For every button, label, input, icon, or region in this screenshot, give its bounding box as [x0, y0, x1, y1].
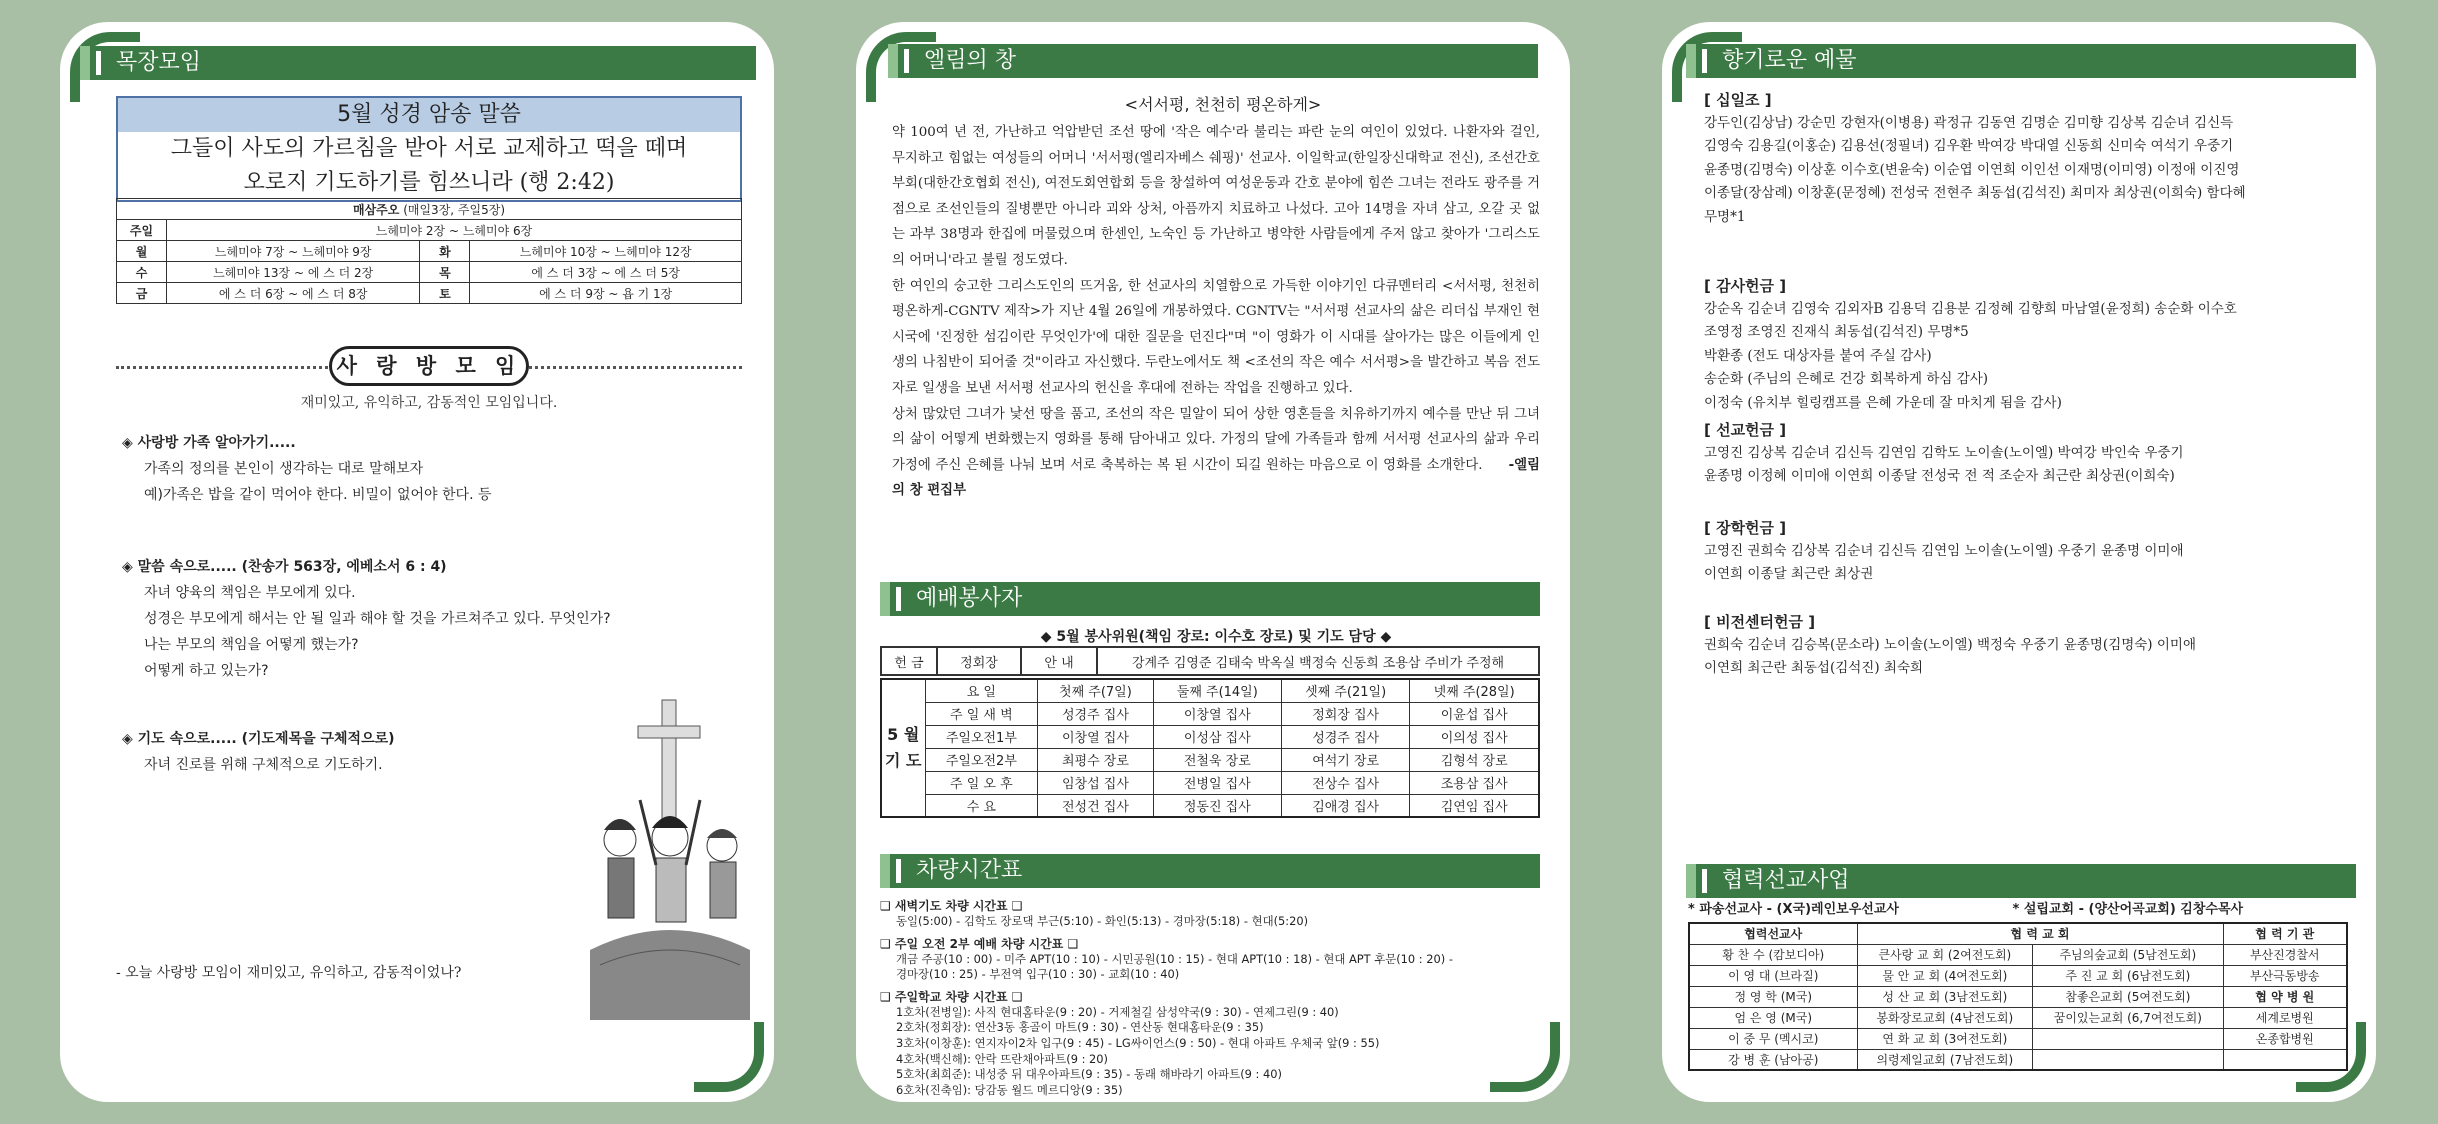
cell: 온종합병원 — [2223, 1028, 2347, 1049]
essay-paragraph — [892, 402, 1540, 504]
reading-title: 매삼주오 — [352, 202, 400, 217]
cell: 전성건 집사 — [1038, 794, 1153, 817]
closing-question: - 오늘 사랑방 모임이 재미있고, 유익하고, 감동적이었나? — [116, 965, 462, 981]
section-title: 차량시간표 — [880, 854, 1540, 888]
car-route: 동일(5:00) - 김학도 장로댁 부근(5:10) - 화인(5:13) - 경마장(5:18) - 현대(5:20) — [896, 914, 1309, 928]
children-cross-illustration — [590, 690, 750, 1020]
car-route: 개금 주공(10 : 00) - 미주 APT(10 : 10) - 시민공원(10 : 15) - 현대 APT(10 : 18) - 현대 APT 후문(10 : 20) - — [896, 951, 1453, 966]
offering-group — [1704, 274, 2352, 415]
section-title: 향기로운 예물 — [1686, 44, 2356, 78]
offering-names: 윤종명 이정혜 이미애 이연희 이종달 전성국 전 적 조순자 최근란 최상권(이희숙) — [1704, 468, 2175, 485]
cell: 주일오전2부 — [925, 748, 1038, 771]
item-title: ◈ 말씀 속으로..... (찬송가 563장, 에베소서 6 : 4) — [122, 559, 447, 575]
table-row — [1689, 1049, 2347, 1070]
col-header: 협력선교사 — [1689, 923, 1857, 944]
item-line: 성경은 부모에게 해서는 안 될 일과 해야 할 것을 가르쳐주고 있다. 무엇인가? — [144, 611, 611, 627]
essay-paragraph: 한 여인의 숭고한 그리스도인의 뜨거움, 한 선교사의 치열함으로 가득한 이야기인 다큐멘터리 <서서평, 천천히 평온하게-CGNTV 제작>가 지난 4월 26일에 개봉하였다. CGNTV는 "서서평 선교사의 삶은 리더십 부재인 현 시국에 '진정한 섬김이란 무엇인가'에 대한 질문을 던진다"며 "이 영화가 이 시대를 살아가는 많은 이들에게 인생의 나침반이 되어줄 것"이라고 자신했다. 두란노에서도 책 <조선의 작은 예수 서서평>을 발간하고 복음 전도자로 일생을 보낸 서서평 선교사의 헌신을 후대에 전하는 작업을 진행하고 있다. — [892, 278, 1540, 396]
item-title: ◈ 기도 속으로..... (기도제목을 구체적으로) — [122, 731, 395, 747]
cell: 전병일 집사 — [1153, 771, 1281, 794]
car-route: 6호차(진축임): 당감동 월드 메르디앙(9 : 35) — [896, 1082, 1123, 1097]
car-route: 5호차(최희준): 내성중 뒤 대우아파트(9 : 35) - 동래 해바라기 아파트(9 : 40) — [896, 1067, 1282, 1082]
car-route: 1호차(전병일): 사직 현대홈타운(9 : 20) - 거제철길 삼성약국(9 : 30) - 연제그린(9 : 40) — [896, 1004, 1339, 1019]
table-row — [881, 725, 1539, 748]
cell: 임창섭 집사 — [1038, 771, 1153, 794]
cell: 주일오전1부 — [925, 725, 1038, 748]
mission-partners-table — [1688, 922, 2348, 1071]
cell: 이창열 집사 — [1153, 702, 1281, 725]
col-header: 둘째 주(14일) — [1153, 679, 1281, 702]
reading-day: 화 — [420, 241, 470, 262]
offering-names: 김영숙 김용길(이홍순) 김용선(정필녀) 김우환 박여강 박대열 신동희 신미숙 여석기 우중기 — [1704, 138, 2234, 155]
car-route: 경마장(10 : 25) - 부전역 입구(10 : 30) - 교회(10 : 40) — [896, 967, 1180, 982]
col-header: 협 력 교 회 — [1857, 923, 2223, 944]
cell: 이의성 집사 — [1410, 725, 1539, 748]
car-group — [880, 936, 1540, 983]
cell: 협 약 병 원 — [2223, 986, 2347, 1007]
service-offering-table — [880, 646, 1540, 676]
section-title: 예배봉사자 — [880, 582, 1540, 616]
col-header: 셋째 주(21일) — [1281, 679, 1409, 702]
service-heading: ◆ 5월 봉사위원(책임 장로: 이수호 장로) 및 기도 담당 ◆ — [1040, 629, 1392, 645]
cell: 봉화장로교회 (4남전도회) — [1857, 1007, 2033, 1028]
cell: 이 중 무 (멕시코) — [1689, 1028, 1857, 1049]
table-row — [1689, 1007, 2347, 1028]
reading-day: 금 — [117, 283, 167, 304]
cell: 김연임 집사 — [1410, 794, 1539, 817]
cell: 주님의숲교회 (5남전도회) — [2033, 944, 2223, 965]
essay-signature: -엘림의 창 편집부 — [892, 457, 1540, 499]
cell: 성경주 집사 — [1281, 725, 1409, 748]
offering-group — [1704, 610, 2352, 681]
car-group — [880, 989, 1540, 1099]
table-row — [1689, 944, 2347, 965]
cell: 의령제일교회 (7남전도회) — [1857, 1049, 2033, 1070]
memory-verse-line: 그들이 사도의 가르침을 받아 서로 교제하고 떡을 떼며 — [170, 136, 688, 161]
section-title: 협력선교사업 — [1686, 864, 2356, 898]
discussion-item — [122, 430, 742, 508]
table-row — [1689, 965, 2347, 986]
reading-range: 느헤미야 2장 ~ 느헤미야 6장 — [167, 220, 742, 241]
service-cell: 헌 금 — [881, 647, 937, 675]
cell: 주 일 오 후 — [925, 771, 1038, 794]
cell — [2033, 1028, 2223, 1049]
offering-names: 이연희 이종달 최근란 최상권 — [1704, 566, 1874, 583]
cell: 부산극동방송 — [2223, 965, 2347, 986]
corner-decoration — [694, 1022, 764, 1092]
reading-range: 느헤미야 10장 ~ 느헤미야 12장 — [470, 241, 742, 262]
reading-day: 목 — [420, 262, 470, 283]
service-cell: 안 내 — [1021, 647, 1097, 675]
table-row — [881, 748, 1539, 771]
item-line: 자녀 진로를 위해 구체적으로 기도하기. — [144, 757, 383, 773]
small-group-subtitle: 재미있고, 유익하고, 감동적인 모임입니다. — [300, 395, 558, 411]
section-title: 목장모임 — [80, 46, 756, 80]
cell: 수 요 — [925, 794, 1038, 817]
col-header: 요 일 — [925, 679, 1038, 702]
cell: 이성삼 집사 — [1153, 725, 1281, 748]
memory-verse-header: 5월 성경 암송 말씀 — [118, 98, 740, 132]
cell: 이윤섭 집사 — [1410, 702, 1539, 725]
offering-names: 이연희 최근란 최동섭(김석진) 최숙희 — [1704, 660, 1924, 677]
offering-title: [ 십일조 ] — [1704, 91, 1772, 109]
item-line: 가족의 정의를 본인이 생각하는 대로 말해보자 — [144, 461, 424, 477]
offering-names: 무명*1 — [1704, 208, 1746, 225]
offering-names: 박환종 (전도 대상자를 붙여 주실 감사) — [1704, 347, 1932, 364]
offering-names: 이정숙 (유치부 힐링캠프를 은혜 가운데 잘 마치게 됨을 감사) — [1704, 394, 2062, 411]
col-header: 첫째 주(7일) — [1038, 679, 1153, 702]
reading-range: 에 스 더 9장 ~ 욥 기 1장 — [470, 283, 742, 304]
reading-day: 주일 — [117, 220, 167, 241]
reading-title-note: (매일3장, 주일5장) — [403, 202, 506, 217]
car-group — [880, 898, 1540, 930]
reading-day: 토 — [420, 283, 470, 304]
offering-names: 강순옥 김순녀 김영숙 김외자B 김용덕 김용분 김정혜 김향희 마남열(윤정희) 송순화 이수호 — [1704, 301, 2237, 317]
offering-title: [ 선교헌금 ] — [1704, 421, 1787, 439]
cell: 김애경 집사 — [1281, 794, 1409, 817]
offering-names: 고영진 권희숙 김상복 김순녀 김신득 김연임 노이솔(노이엘) 우중기 윤종명 이미애 — [1704, 543, 2184, 559]
panel-offerings — [1662, 22, 2376, 1102]
car-schedule — [880, 898, 1540, 1102]
small-group-badge: 사 랑 방 모 임 — [329, 346, 529, 386]
cell: 이 영 대 (브라질) — [1689, 965, 1857, 986]
cell: 세계로병원 — [2223, 1007, 2347, 1028]
cell: 큰사랑 교 회 (2여전도회) — [1857, 944, 2033, 965]
item-line: 예)가족은 밥을 같이 먹어야 한다. 비밀이 없어야 한다. 등 — [144, 487, 492, 503]
memory-verse-box — [116, 96, 742, 202]
cell: 이창열 집사 — [1038, 725, 1153, 748]
cell: 성경주 집사 — [1038, 702, 1153, 725]
item-line: 나는 부모의 책임을 어떻게 했는가? — [144, 637, 359, 653]
cell: 주 일 새 벽 — [925, 702, 1038, 725]
cell: 여석기 장로 — [1281, 748, 1409, 771]
offering-group — [1704, 516, 2352, 587]
offering-names: 송순화 (주님의 은혜로 건강 회복하게 하심 감사) — [1704, 371, 1989, 388]
cell: 정동진 집사 — [1153, 794, 1281, 817]
car-group-title: ❑ 주일 오전 2부 예배 차량 시간표 ❑ — [880, 936, 1079, 951]
panel-elim-window — [856, 22, 1570, 1102]
cell: 정회장 집사 — [1281, 702, 1409, 725]
offering-title: [ 감사헌금 ] — [1704, 277, 1787, 295]
reading-range: 느헤미야 13장 ~ 에 스 더 2장 — [167, 262, 420, 283]
cell: 강 병 훈 (남아공) — [1689, 1049, 1857, 1070]
table-row — [1689, 1028, 2347, 1049]
cell: 부산진경찰서 — [2223, 944, 2347, 965]
offering-group — [1704, 418, 2352, 489]
cell — [2223, 1049, 2347, 1070]
offering-names: 강두인(김상남) 강순민 강현자(이병용) 곽정규 김동연 김명순 김미향 김상복 김순녀 김신득 — [1704, 115, 2234, 131]
cell: 성 산 교 회 (3남전도회) — [1857, 986, 2033, 1007]
offering-title: [ 장학헌금 ] — [1704, 519, 1787, 537]
reading-schedule-table — [116, 198, 742, 304]
cell: 최평수 장로 — [1038, 748, 1153, 771]
table-row — [881, 771, 1539, 794]
col-header: 넷째 주(28일) — [1410, 679, 1539, 702]
reading-range: 에 스 더 3장 ~ 에 스 더 5장 — [470, 262, 742, 283]
offering-title: [ 비전센터헌금 ] — [1704, 613, 1816, 631]
offering-names: 고영진 김상복 김순녀 김신득 김연임 김학도 노이솔(노이엘) 박여강 박인숙 우중기 — [1704, 445, 2184, 461]
car-route: 2호차(정회장): 연산3동 홍골이 마트(9 : 30) - 연산동 현대홈타운(9 : 35) — [896, 1020, 1264, 1035]
cell: 참좋은교회 (5여전도회) — [2033, 986, 2223, 1007]
car-group-title: ❑ 새벽기도 차량 시간표 ❑ — [880, 899, 1023, 913]
cell: 김형석 장로 — [1410, 748, 1539, 771]
car-route: 4호차(백신해): 안락 뜨란채아파트(9 : 20) — [896, 1051, 1108, 1066]
cell: 전철욱 장로 — [1153, 748, 1281, 771]
table-row — [881, 702, 1539, 725]
reading-range: 에 스 더 6장 ~ 에 스 더 8장 — [167, 283, 420, 304]
panel-small-group — [60, 22, 774, 1102]
mission-summary — [1688, 898, 2348, 917]
month-label: 5 월 기 도 — [881, 679, 925, 817]
offering-names: 윤종명(김명숙) 이상훈 이수호(변윤숙) 이순엽 이연희 이인선 이재명(이미영) 이정애 이진영 — [1704, 161, 2240, 178]
cell: 황 찬 수 (캄보디아) — [1689, 944, 1857, 965]
car-route: 3호차(이창훈): 연지자이2차 입구(9 : 45) - LG싸이언스(9 : 50) - 현대 아파트 우체국 앞(9 : 55) — [896, 1035, 1380, 1050]
mission-planted: * 설립교회 - (양산어곡교회) 김창수목사 — [2012, 902, 2244, 917]
reading-range: 느헤미야 7장 ~ 느헤미야 9장 — [167, 241, 420, 262]
essay-body — [892, 120, 1540, 504]
discussion-item — [122, 554, 742, 684]
mission-sent: * 파송선교사 - (X국)레인보우선교사 — [1688, 902, 1899, 917]
prayer-duty-table — [880, 678, 1540, 818]
table-row — [1689, 986, 2347, 1007]
offering-group — [1704, 88, 2352, 229]
offering-names: 조영정 조영진 진재식 최동섭(김석진) 무명*5 — [1704, 324, 1969, 341]
item-line: 자녀 양육의 책임은 부모에게 있다. — [144, 585, 356, 601]
reading-day: 월 — [117, 241, 167, 262]
reading-title-cell — [117, 199, 742, 220]
essay-title: <서서평, 천천히 평온하게> — [1124, 95, 1322, 114]
cell: 연 화 교 회 (3여전도회) — [1857, 1028, 2033, 1049]
offering-names: 권희숙 김순녀 김승복(문소라) 노이솔(노이엘) 백정숙 우중기 윤종명(김명숙) 이미애 — [1704, 637, 2196, 653]
cell: 물 안 교 회 (4여전도회) — [1857, 965, 2033, 986]
section-title: 엘림의 창 — [888, 44, 1538, 78]
memory-verse-line: 오로지 기도하기를 힘쓰니라 (행 2:42) — [243, 170, 615, 195]
cell: 꿈이있는교회 (6,7여전도회) — [2033, 1007, 2223, 1028]
small-group-banner — [116, 346, 742, 412]
cell: 조용삼 집사 — [1410, 771, 1539, 794]
offering-names: 이종달(장삼례) 이창훈(문정혜) 전성국 전현주 최동섭(김석진) 최미자 최상권(이희숙) 함다혜 — [1704, 185, 2246, 202]
item-line: 어떻게 하고 있는가? — [144, 663, 269, 679]
table-row — [881, 794, 1539, 817]
service-cell: 강계주 김영준 김태숙 박옥실 백정숙 신동희 조용삼 주비가 주정해 — [1097, 647, 1539, 675]
col-header: 협 력 기 관 — [2223, 923, 2347, 944]
cell — [2033, 1049, 2223, 1070]
cell: 엄 은 영 (M국) — [1689, 1007, 1857, 1028]
cell: 전상수 집사 — [1281, 771, 1409, 794]
cell: 정 영 학 (M국) — [1689, 986, 1857, 1007]
cell: 주 진 교 회 (6남전도회) — [2033, 965, 2223, 986]
item-title: ◈ 사랑방 가족 알아가기..... — [122, 435, 296, 451]
car-group-title: ❑ 주일학교 차량 시간표 ❑ — [880, 989, 1023, 1004]
reading-day: 수 — [117, 262, 167, 283]
essay-paragraph-text: 상처 많았던 그녀가 낯선 땅을 품고, 조선의 작은 밀알이 되어 상한 영혼들을 치유하기까지 예수를 만난 뒤 그녀의 삶이 어떻게 변화했는지 영화를 통해 담아내고 있다. 가정의 달에 가족들과 함께 서서평 선교사의 삶과 우리 가정에 주신 은혜를 나눠 보며 서로 축복하는 복 된 시간이 되길 원하는 마음으로 이 영화를 소개한다. — [892, 406, 1540, 473]
service-cell: 정회장 — [937, 647, 1021, 675]
essay-paragraph: 약 100여 년 전, 가난하고 억압받던 조선 땅에 '작은 예수'라 불리는 파란 눈의 여인이 있었다. 나환자와 걸인, 무지하고 힘없는 여성들의 어머니 '서서평(엘리자베스 쉐핑)' 선교사. 이일학교(한일장신대학교 전신), 조선간호부회(대한간호협회 전신), 여전도회연합회 등을 창설하여 여성운동과 간호 분야에 힘쓴 그녀는 전라도 광주를 거점으로 조선인들의 질병뿐만 아니라 괴와 상처, 아픔까지 치료하고 나섰다. 고아 14명을 자녀 삼고, 오갈 곳 없는 과부 38명과 한집에 머물렀으며 한센인, 노숙인 등 가난하고 병약한 사람들에게 주저 않고 찾아가 '그리스도의 어머니'라고 불릴 정도였다. — [892, 125, 1540, 268]
